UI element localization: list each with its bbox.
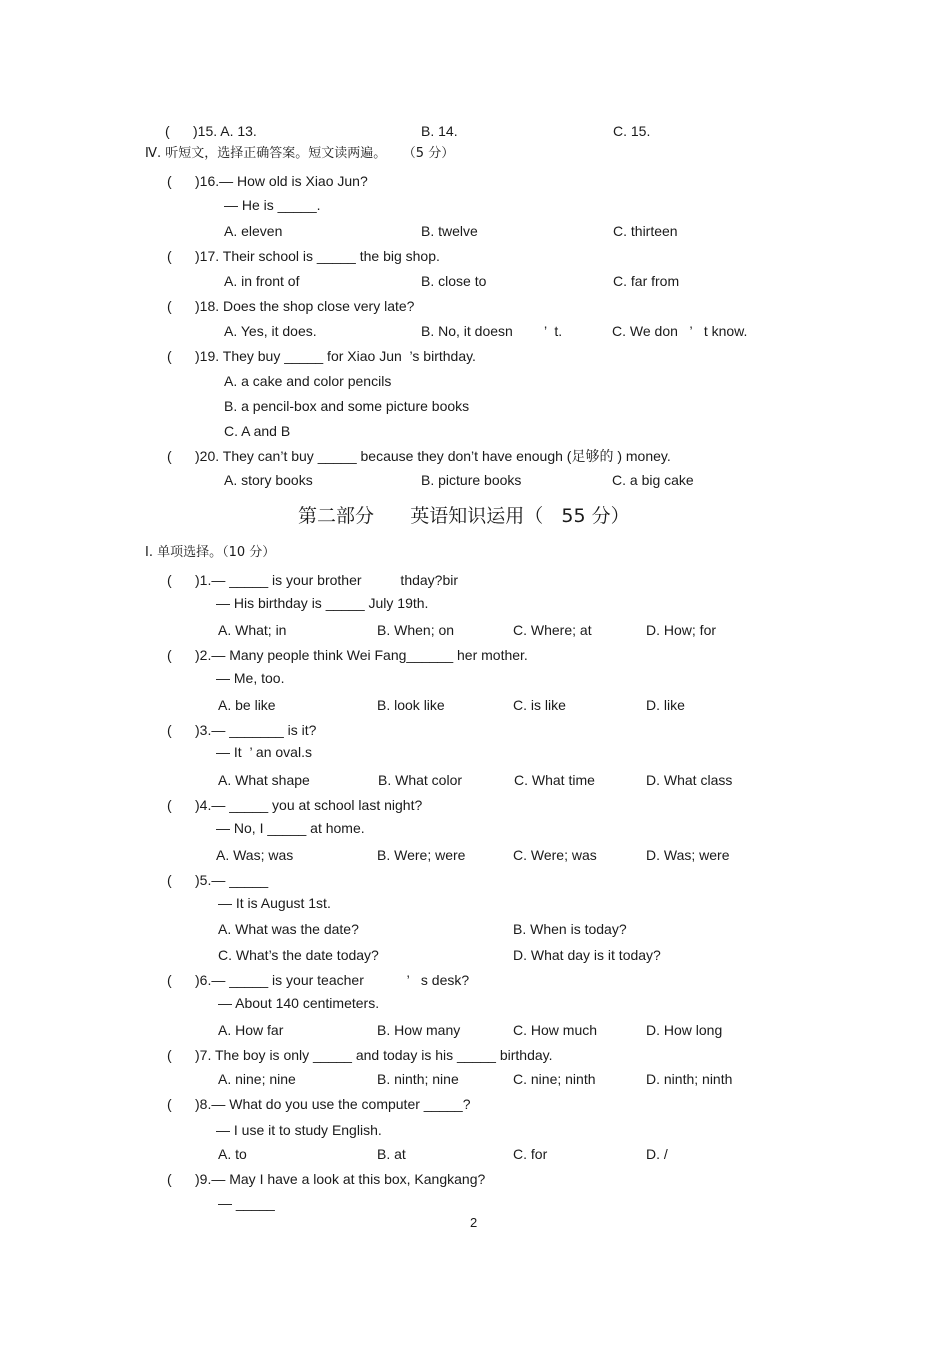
text-line: C. far from [613, 273, 680, 289]
text-line: B. 14. [421, 123, 458, 139]
page-number: 2 [470, 1215, 478, 1230]
text-line: ( )8.— What do you use the computer _____? [167, 1096, 471, 1112]
text-line: Ⅰ. 单项选择。（10 分） [145, 545, 276, 560]
text-line: D. like [646, 697, 685, 713]
text-line: C. We don ’ t know. [612, 323, 748, 339]
text-line: C. a big cake [612, 472, 694, 488]
text-line: ( )5.— _____ [167, 872, 269, 888]
text-line: ( )18. Does the shop close very late? [167, 298, 415, 314]
text-line: C. thirteen [613, 223, 678, 239]
text-line: A. in front of [224, 273, 300, 289]
text-line: B. When is today? [513, 921, 627, 937]
text-line: B. No, it doesn ’ t. [421, 323, 563, 339]
text-line: A. Was; was [216, 847, 294, 863]
text-line: ( )15. A. 13. [165, 123, 257, 139]
text-line: D. ninth; ninth [646, 1071, 733, 1087]
text-line: ( )20. They can’t buy _____ because they don’t have enough (足够的 ) money. [167, 448, 671, 464]
text-line: — His birthday is _____ July 19th. [216, 595, 429, 611]
text-line: ( )4.— _____ you at school last night? [167, 797, 423, 813]
text-line: ( )3.— _______ is it? [167, 722, 317, 738]
text-line: — No, I _____ at home. [216, 820, 365, 836]
text-line: C. nine; ninth [513, 1071, 596, 1087]
text-line: B. picture books [421, 472, 522, 488]
text-line: Ⅳ. 听短文，选择正确答案。短文读两遍。 （5 分） [145, 146, 455, 161]
text-line: A. eleven [224, 223, 283, 239]
text-line: ( )16.— How old is Xiao Jun? [167, 173, 368, 189]
text-line: 第二部分 英语知识运用（ 55 分） [298, 505, 630, 527]
text-line: B. at [377, 1146, 406, 1162]
text-line: — It ’ an oval.s [216, 744, 312, 760]
text-line: — I use it to study English. [216, 1122, 382, 1138]
text-line: — About 140 centimeters. [218, 995, 380, 1011]
text-line: D. Was; were [646, 847, 730, 863]
text-line: B. ninth; nine [377, 1071, 459, 1087]
text-line: B. Were; were [377, 847, 466, 863]
text-line: B. twelve [421, 223, 478, 239]
text-line: C. What’s the date today? [218, 947, 379, 963]
text-line: ( )6.— _____ is your teacher ’ s desk? [167, 972, 470, 988]
text-line: A. be like [218, 697, 276, 713]
text-line: ( )17. Their school is _____ the big shop. [167, 248, 440, 264]
text-line: A. a cake and color pencils [224, 373, 392, 389]
text-line: D. / [646, 1146, 668, 1162]
text-line: A. Yes, it does. [224, 323, 317, 339]
text-line: C. What time [514, 772, 595, 788]
text-line: B. How many [377, 1022, 461, 1038]
text-line: A. to [218, 1146, 247, 1162]
text-line: C. A and B [224, 423, 291, 439]
text-line: B. look like [377, 697, 445, 713]
text-line: C. How much [513, 1022, 598, 1038]
text-line: D. How; for [646, 622, 717, 638]
text-line: A. nine; nine [218, 1071, 296, 1087]
text-line: B. close to [421, 273, 487, 289]
text-line: ( )19. They buy _____ for Xiao Jun ’s birthday. [167, 348, 476, 364]
text-line: C. Were; was [513, 847, 597, 863]
text-line: — Me, too. [216, 670, 285, 686]
text-line: ( )1.— _____ is your brother thday?bir [167, 572, 459, 588]
text-line: C. for [513, 1146, 548, 1162]
text-line: A. What was the date? [218, 921, 359, 937]
text-line: ( )7. The boy is only _____ and today is his _____ birthday. [167, 1047, 553, 1063]
text-line: B. a pencil-box and some picture books [224, 398, 470, 414]
text-line: — _____ [218, 1195, 275, 1211]
text-line: D. What class [646, 772, 733, 788]
text-line: D. What day is it today? [513, 947, 661, 963]
text-line: C. is like [513, 697, 566, 713]
text-line: — It is August 1st. [218, 895, 331, 911]
text-line: A. What shape [218, 772, 310, 788]
text-line: D. How long [646, 1022, 723, 1038]
text-line: C. 15. [613, 123, 651, 139]
text-line: C. Where; at [513, 622, 592, 638]
text-line: ( )9.— May I have a look at this box, Kangkang? [167, 1171, 486, 1187]
text-line: A. story books [224, 472, 313, 488]
text-line: B. When; on [377, 622, 455, 638]
text-line: A. What; in [218, 622, 287, 638]
text-line: — He is _____. [224, 197, 321, 213]
text-line: A. How far [218, 1022, 284, 1038]
text-line: B. What color [378, 772, 463, 788]
text-line: ( )2.— Many people think Wei Fang______ her mother. [167, 647, 528, 663]
